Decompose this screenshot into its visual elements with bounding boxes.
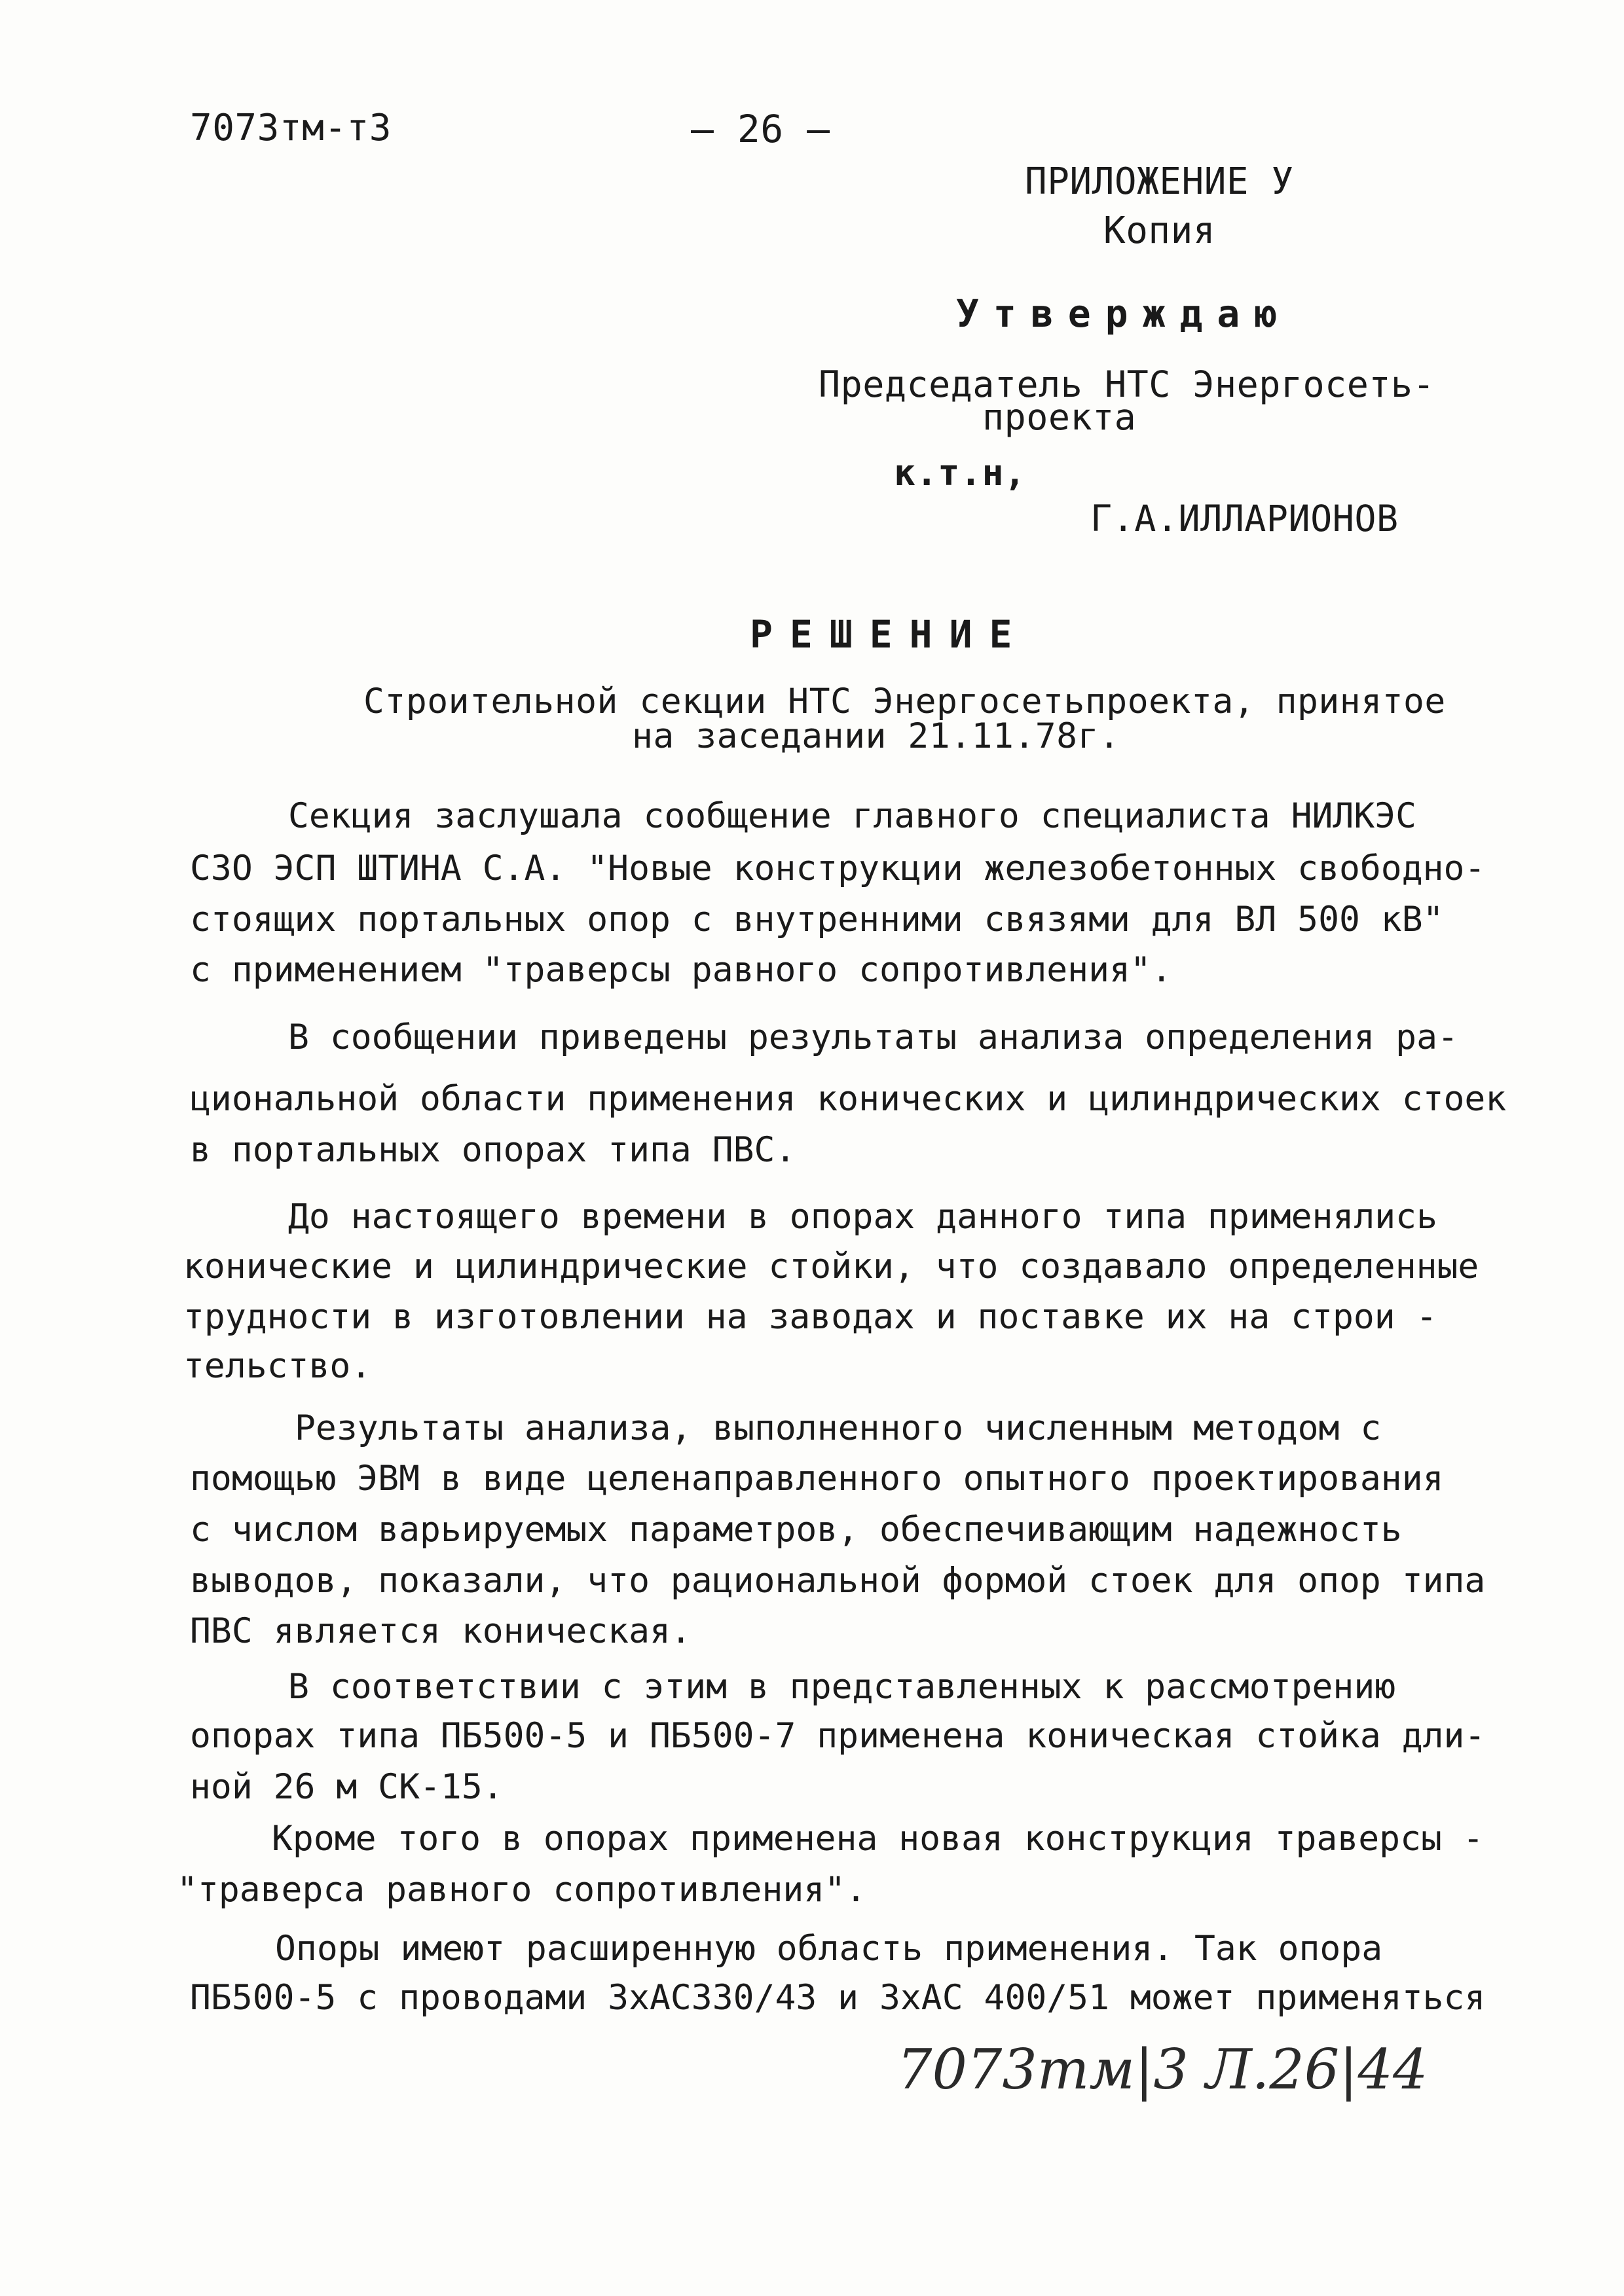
body-line: До настоящего времени в опорах данного типа применялись [288,1197,1437,1237]
handwritten-note-graphic [891,2020,1428,2118]
appendix-label: ПРИЛОЖЕНИЕ У [1025,160,1294,203]
copy-label: Копия [1103,210,1216,252]
academic-degree: к.т.н, [894,452,1026,494]
body-line: в портальных опорах типа ПВС. [190,1130,796,1170]
page-number: — 26 — [691,107,830,151]
body-line: конические и цилиндрические стойки, что создавало определенные [183,1247,1479,1286]
body-line: Секция заслушала сообщение главного специалиста НИЛКЭС [288,796,1417,836]
body-line: тельство. [183,1346,372,1386]
body-line: В сообщении приведены результаты анализа определения ра- [288,1017,1458,1057]
body-line: Результаты анализа, выполненного численным методом с [295,1408,1382,1448]
body-line: "траверса равного сопротивления". [177,1870,866,1910]
body-line: Опоры имеют расширенную область применения. Так опора [275,1929,1383,1969]
body-line: ПБ500-5 с проводами 3хАС330/43 и 3хАС 400/51 может применяться [190,1978,1486,2018]
body-line: выводов, показали, что рациональной формой стоек для опор типа [190,1561,1486,1601]
body-line: опорах типа ПБ500-5 и ПБ500-7 применена коническая стойка дли- [190,1716,1486,1756]
approve-heading: Утверждаю [956,291,1292,336]
decision-title: РЕШЕНИЕ [750,612,1029,657]
handwritten-note-text: 7073тм|3 Л.26|44 [897,2037,1428,2102]
body-line: ной 26 м СК-15. [190,1767,504,1807]
decision-subtitle-line2: на заседании 21.11.78г. [632,716,1120,756]
body-line: В соответствии с этим в представленных к рассмотрению [288,1667,1396,1707]
handwritten-archive-note [891,2020,1428,2118]
signer-name: Г.А.ИЛЛАРИОНОВ [1090,498,1399,539]
body-line: стоящих портальных опор с внутренними связями для ВЛ 500 кВ" [190,900,1444,939]
body-line: Кроме того в опорах применена новая конструкция траверсы - [272,1819,1484,1859]
chairman-title-line2: проекта [982,396,1137,438]
body-line: циональной области применения конических и цилиндрических стоек [190,1079,1507,1119]
body-line: помощью ЭВМ в виде целенаправленного опытного проектирования [190,1459,1444,1499]
body-line: СЗО ЭСП ШТИНА С.А. "Новые конструкции железобетонных свободно- [190,848,1486,888]
body-line: трудности в изготовлении на заводах и поставке их на строи - [183,1297,1437,1337]
body-line: с применением "траверсы равного сопротивления". [190,950,1172,990]
decision-subtitle-line1: Строительной секции НТС Энергосетьпроекта, принятое [363,682,1446,721]
document-code: 7073тм-т3 [190,107,392,149]
body-line: ПВС является коническая. [190,1611,692,1651]
chairman-title-line1: Председатель НТС Энергосеть- [819,363,1435,405]
body-line: с числом варьируемых параметров, обеспечивающим надежность [190,1510,1402,1550]
